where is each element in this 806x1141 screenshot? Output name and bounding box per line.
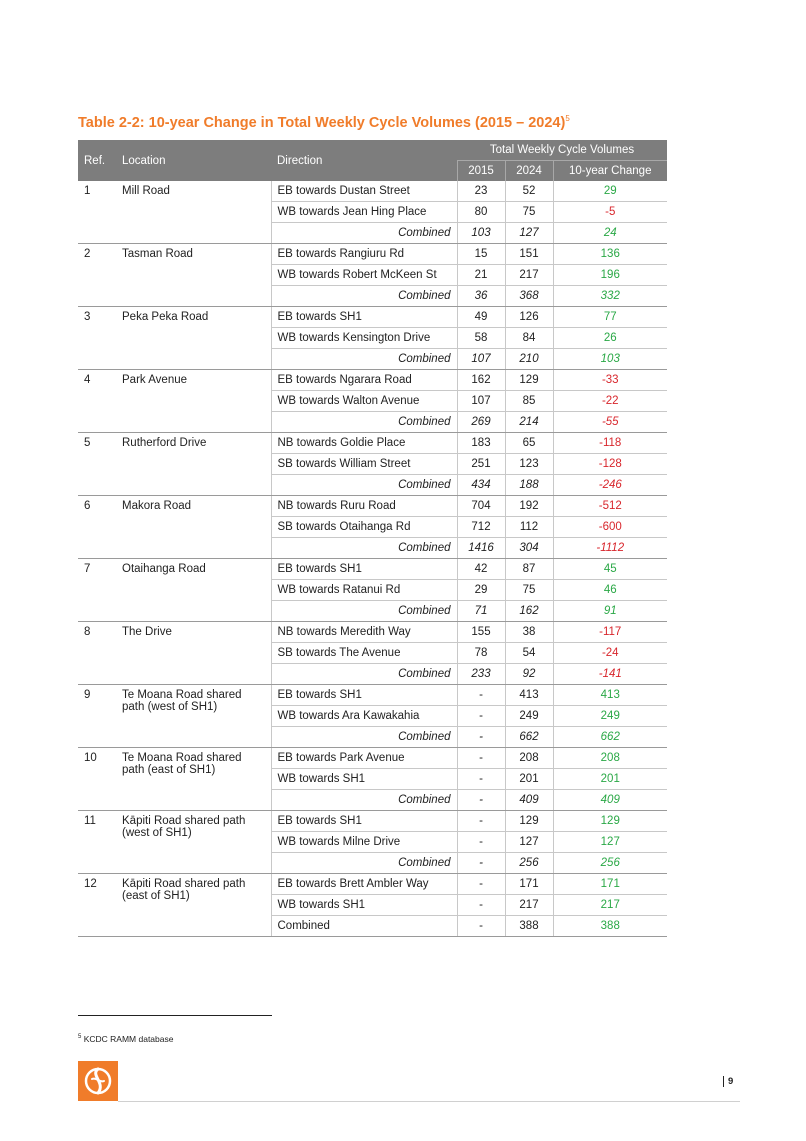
cell-combined-label: Combined [271, 412, 457, 433]
footnote [78, 1034, 173, 1044]
table-row [78, 622, 667, 643]
table-row [78, 433, 667, 454]
cell-combined-label: Combined [271, 601, 457, 622]
cell-location: Te Moana Road shared path (east of SH1) [116, 748, 271, 811]
cell-2015: 251 [457, 454, 505, 475]
cell-2024: 413 [505, 685, 553, 706]
cell-change: 171 [553, 874, 667, 895]
cell-2024: 188 [505, 475, 553, 496]
cell-change: 388 [553, 916, 667, 937]
cell-change: 46 [553, 580, 667, 601]
cell-2015: 704 [457, 496, 505, 517]
cell-2015: 58 [457, 328, 505, 349]
cell-2015: 29 [457, 580, 505, 601]
cell-2024: 54 [505, 643, 553, 664]
cell-direction: EB towards SH1 [271, 559, 457, 580]
cell-combined-label: Combined [271, 790, 457, 811]
header-location: Location [116, 140, 271, 181]
cell-2024: 217 [505, 895, 553, 916]
cell-2024: 84 [505, 328, 553, 349]
cell-2015: 103 [457, 223, 505, 244]
cell-2024: 192 [505, 496, 553, 517]
cell-direction: EB towards SH1 [271, 811, 457, 832]
cell-change: -246 [553, 475, 667, 496]
header-ref: Ref. [78, 140, 116, 181]
cell-direction: EB towards Ngarara Road [271, 370, 457, 391]
table-row [78, 811, 667, 832]
cell-2024: 65 [505, 433, 553, 454]
cell-ref: 1 [78, 181, 116, 244]
table-row [78, 181, 667, 202]
cell-change: 103 [553, 349, 667, 370]
cell-combined-label: Combined [271, 916, 457, 937]
cell-direction: EB towards SH1 [271, 307, 457, 328]
cell-direction: NB towards Meredith Way [271, 622, 457, 643]
cell-combined-label: Combined [271, 727, 457, 748]
cell-2024: 129 [505, 811, 553, 832]
cell-change: 24 [553, 223, 667, 244]
cell-2024: 249 [505, 706, 553, 727]
cell-2015: - [457, 769, 505, 790]
cell-2024: 304 [505, 538, 553, 559]
cell-2015: - [457, 727, 505, 748]
cell-2024: 87 [505, 559, 553, 580]
cell-2015: 155 [457, 622, 505, 643]
cell-ref: 11 [78, 811, 116, 874]
cell-change: -33 [553, 370, 667, 391]
cell-change: -512 [553, 496, 667, 517]
cell-change: 208 [553, 748, 667, 769]
cell-2015: 269 [457, 412, 505, 433]
cell-direction: EB towards Brett Ambler Way [271, 874, 457, 895]
cell-change: -5 [553, 202, 667, 223]
cell-2015: - [457, 853, 505, 874]
cell-change: -141 [553, 664, 667, 685]
header-2015: 2015 [457, 161, 505, 182]
cell-2024: 662 [505, 727, 553, 748]
cell-location: Kāpiti Road shared path (east of SH1) [116, 874, 271, 937]
cell-2024: 112 [505, 517, 553, 538]
cell-location: Otaihanga Road [116, 559, 271, 622]
cell-direction: WB towards Ara Kawakahia [271, 706, 457, 727]
cell-2015: - [457, 790, 505, 811]
cell-direction: WB towards SH1 [271, 895, 457, 916]
cell-2024: 52 [505, 181, 553, 202]
cell-2024: 210 [505, 349, 553, 370]
cell-change: -600 [553, 517, 667, 538]
cell-ref: 6 [78, 496, 116, 559]
cell-2024: 368 [505, 286, 553, 307]
cell-change: -24 [553, 643, 667, 664]
cell-change: 249 [553, 706, 667, 727]
footnote-text: KCDC RAMM database [83, 1034, 174, 1044]
cell-2024: 151 [505, 244, 553, 265]
cell-2024: 409 [505, 790, 553, 811]
cell-change: 201 [553, 769, 667, 790]
cell-change: 129 [553, 811, 667, 832]
cell-2015: - [457, 685, 505, 706]
cell-location: Peka Peka Road [116, 307, 271, 370]
cell-ref: 4 [78, 370, 116, 433]
cell-change: 662 [553, 727, 667, 748]
cell-change: 196 [553, 265, 667, 286]
cell-ref: 5 [78, 433, 116, 496]
cell-combined-label: Combined [271, 223, 457, 244]
cell-2024: 85 [505, 391, 553, 412]
cell-2015: - [457, 748, 505, 769]
cell-2024: 75 [505, 580, 553, 601]
cell-2024: 171 [505, 874, 553, 895]
cell-ref: 2 [78, 244, 116, 307]
cell-2015: 183 [457, 433, 505, 454]
table-row [78, 748, 667, 769]
cell-direction: WB towards Walton Avenue [271, 391, 457, 412]
table-body [78, 181, 667, 937]
cell-ref: 10 [78, 748, 116, 811]
cell-2015: - [457, 874, 505, 895]
cell-2015: 36 [457, 286, 505, 307]
cell-direction: NB towards Ruru Road [271, 496, 457, 517]
table-row [78, 874, 667, 895]
cell-change: -118 [553, 433, 667, 454]
cell-location: Tasman Road [116, 244, 271, 307]
cell-ref: 9 [78, 685, 116, 748]
cell-2024: 214 [505, 412, 553, 433]
cell-2015: 107 [457, 391, 505, 412]
cell-2015: 15 [457, 244, 505, 265]
cell-change: -22 [553, 391, 667, 412]
footnote-mark: 5 [78, 1034, 82, 1041]
cell-2024: 38 [505, 622, 553, 643]
cell-change: 409 [553, 790, 667, 811]
cell-2024: 127 [505, 223, 553, 244]
header-change: 10-year Change [553, 161, 667, 182]
cell-change: -128 [553, 454, 667, 475]
cell-ref: 7 [78, 559, 116, 622]
cell-2015: 21 [457, 265, 505, 286]
cell-2024: 129 [505, 370, 553, 391]
cell-change: -117 [553, 622, 667, 643]
page-number: 9 [723, 1076, 733, 1087]
cell-2024: 256 [505, 853, 553, 874]
cell-direction: EB towards Rangiuru Rd [271, 244, 457, 265]
cell-ref: 8 [78, 622, 116, 685]
table-title-text: Table 2-2: 10-year Change in Total Weekly Cycle Volumes (2015 – 2024) [78, 114, 566, 131]
cell-2015: - [457, 916, 505, 937]
cycle-volumes-table [78, 140, 667, 937]
footer-rule [118, 1101, 740, 1102]
cell-2015: 49 [457, 307, 505, 328]
cell-2024: 92 [505, 664, 553, 685]
cell-location: Rutherford Drive [116, 433, 271, 496]
cell-2015: - [457, 706, 505, 727]
cell-change: 217 [553, 895, 667, 916]
cell-direction: EB towards Park Avenue [271, 748, 457, 769]
cell-change: 127 [553, 832, 667, 853]
cell-direction: WB towards Kensington Drive [271, 328, 457, 349]
cell-direction: EB towards SH1 [271, 685, 457, 706]
cell-2024: 126 [505, 307, 553, 328]
cell-change: -55 [553, 412, 667, 433]
cell-direction: WB towards SH1 [271, 769, 457, 790]
header-total-weekly: Total Weekly Cycle Volumes [457, 140, 667, 161]
cell-location: The Drive [116, 622, 271, 685]
cell-2015: 434 [457, 475, 505, 496]
cell-2024: 123 [505, 454, 553, 475]
cell-change: 45 [553, 559, 667, 580]
cell-2015: - [457, 811, 505, 832]
cell-direction: WB towards Robert McKeen St [271, 265, 457, 286]
cell-location: Park Avenue [116, 370, 271, 433]
cell-2015: - [457, 832, 505, 853]
cell-combined-label: Combined [271, 349, 457, 370]
cell-combined-label: Combined [271, 286, 457, 307]
cell-2015: 78 [457, 643, 505, 664]
cell-direction: SB towards Otaihanga Rd [271, 517, 457, 538]
cell-2015: 42 [457, 559, 505, 580]
cell-2015: 71 [457, 601, 505, 622]
cell-2015: 162 [457, 370, 505, 391]
cell-2015: 712 [457, 517, 505, 538]
cell-direction: SB towards William Street [271, 454, 457, 475]
cell-2024: 201 [505, 769, 553, 790]
table-title [78, 114, 570, 131]
header-direction: Direction [271, 140, 457, 181]
cell-change: 29 [553, 181, 667, 202]
table-row [78, 307, 667, 328]
table-row [78, 559, 667, 580]
cell-change: -1112 [553, 538, 667, 559]
title-footnote-mark: 5 [565, 114, 570, 123]
cell-combined-label: Combined [271, 853, 457, 874]
cell-change: 26 [553, 328, 667, 349]
cell-2024: 388 [505, 916, 553, 937]
cell-location: Makora Road [116, 496, 271, 559]
table-row [78, 685, 667, 706]
cell-change: 413 [553, 685, 667, 706]
cell-location: Te Moana Road shared path (west of SH1) [116, 685, 271, 748]
cell-change: 256 [553, 853, 667, 874]
cell-combined-label: Combined [271, 475, 457, 496]
cell-direction: WB towards Jean Hing Place [271, 202, 457, 223]
council-logo [78, 1061, 118, 1101]
table-row [78, 496, 667, 517]
cell-2024: 127 [505, 832, 553, 853]
cell-direction: NB towards Goldie Place [271, 433, 457, 454]
cell-2015: 233 [457, 664, 505, 685]
cell-direction: SB towards The Avenue [271, 643, 457, 664]
cell-2015: 80 [457, 202, 505, 223]
footnote-rule [78, 1015, 272, 1016]
header-2024: 2024 [505, 161, 553, 182]
table-row [78, 370, 667, 391]
cell-2015: 107 [457, 349, 505, 370]
cell-2024: 75 [505, 202, 553, 223]
cell-location: Kāpiti Road shared path (west of SH1) [116, 811, 271, 874]
cell-change: 77 [553, 307, 667, 328]
cell-change: 136 [553, 244, 667, 265]
cell-direction: EB towards Dustan Street [271, 181, 457, 202]
cell-2024: 217 [505, 265, 553, 286]
cell-direction: WB towards Milne Drive [271, 832, 457, 853]
cell-change: 332 [553, 286, 667, 307]
cell-2015: - [457, 895, 505, 916]
cell-combined-label: Combined [271, 538, 457, 559]
cell-ref: 3 [78, 307, 116, 370]
cell-ref: 12 [78, 874, 116, 937]
cell-2024: 162 [505, 601, 553, 622]
cell-location: Mill Road [116, 181, 271, 244]
cell-change: 91 [553, 601, 667, 622]
cell-2024: 208 [505, 748, 553, 769]
table-row [78, 244, 667, 265]
cell-combined-label: Combined [271, 664, 457, 685]
cell-2015: 1416 [457, 538, 505, 559]
cell-2015: 23 [457, 181, 505, 202]
swirl-logo-icon [78, 1061, 118, 1101]
cell-direction: WB towards Ratanui Rd [271, 580, 457, 601]
